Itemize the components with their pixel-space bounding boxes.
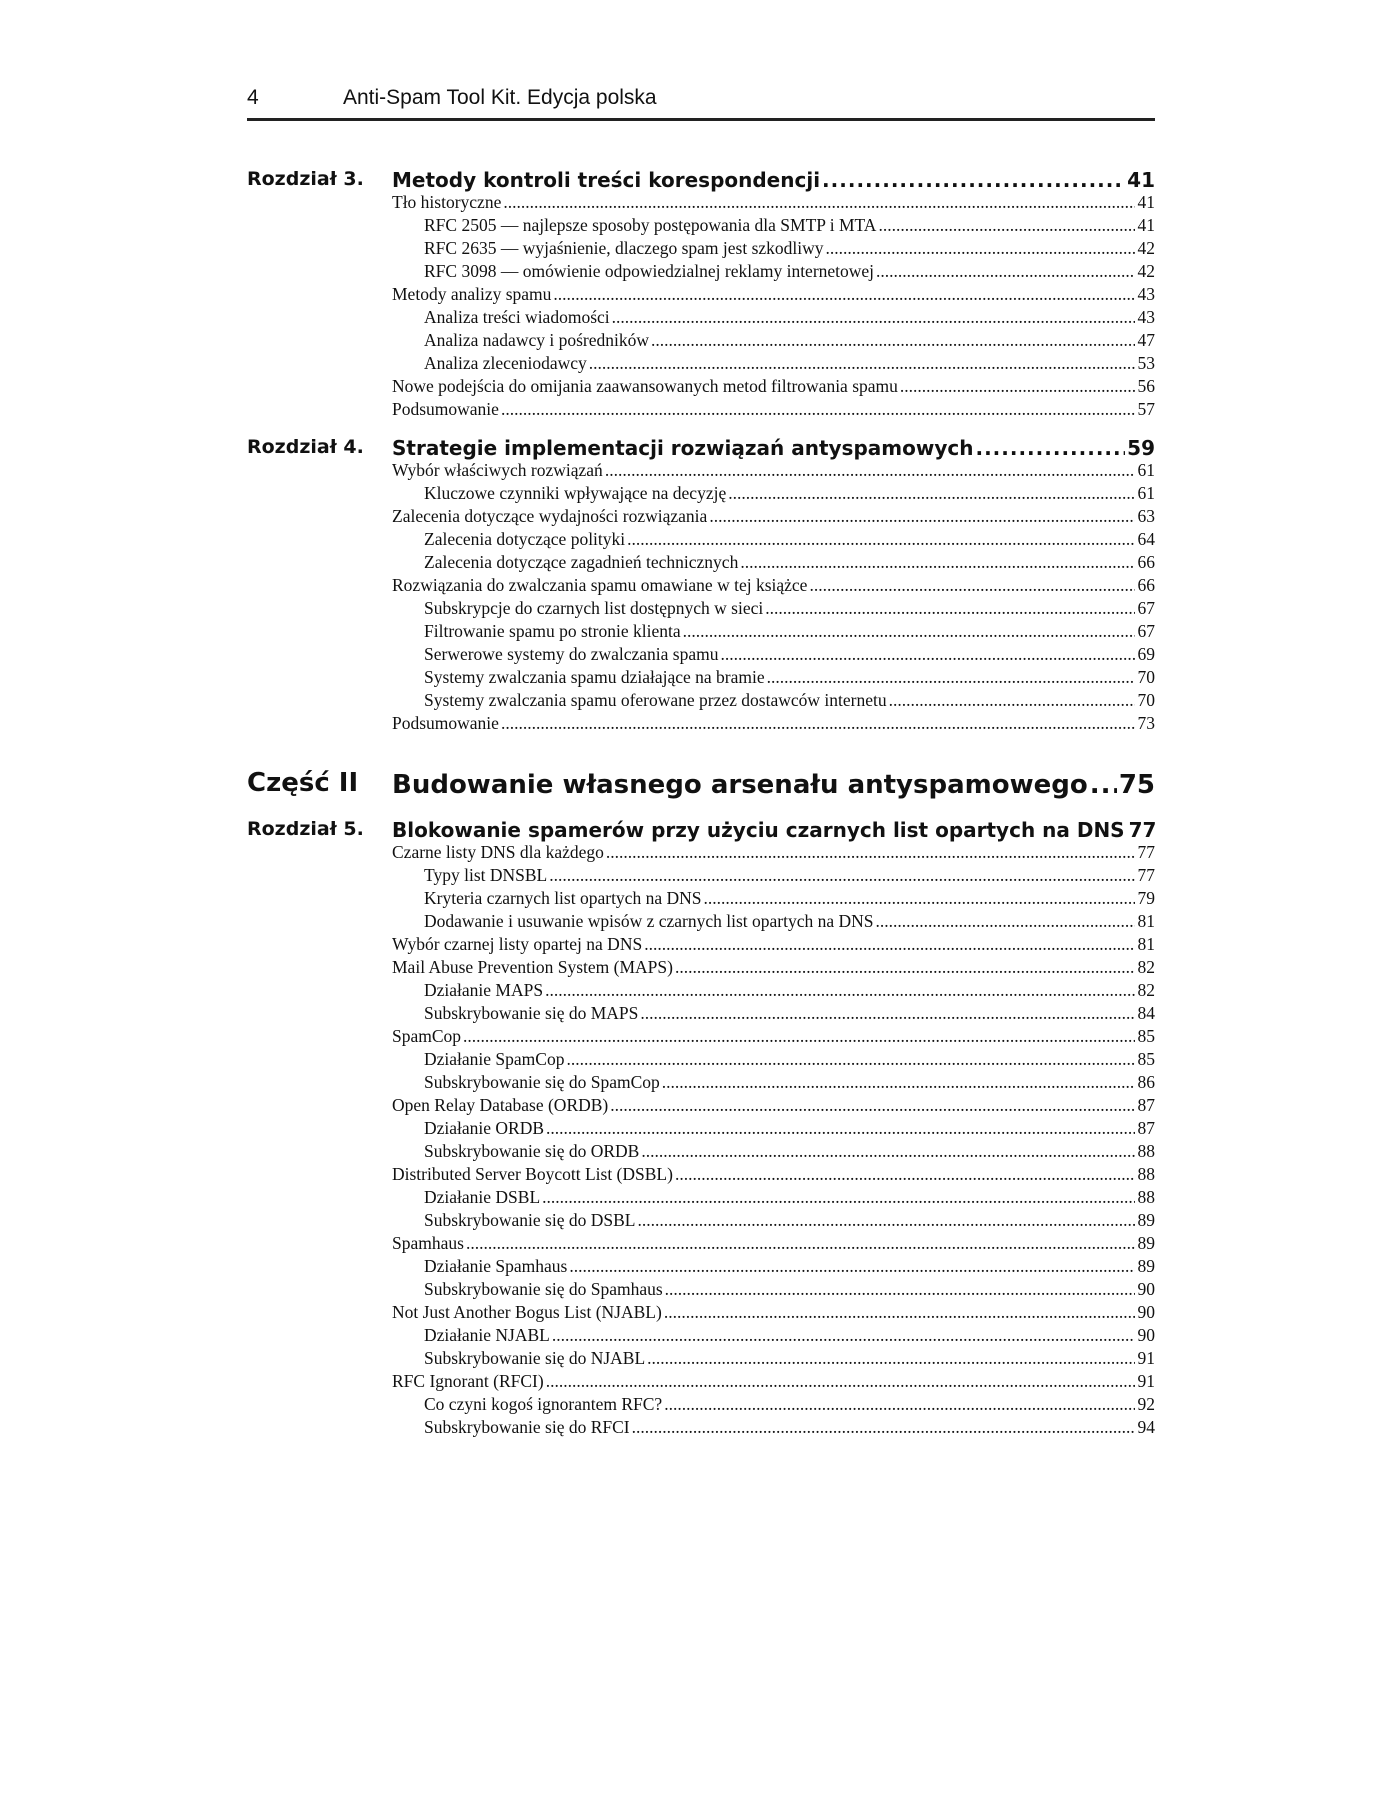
dot-leader	[720, 644, 1135, 665]
entry-title: Open Relay Database (ORDB)	[392, 1095, 609, 1115]
entry-title: Czarne listy DNS dla każdego	[392, 842, 604, 862]
dot-leader	[900, 376, 1135, 397]
entry-title: Spamhaus	[392, 1233, 464, 1253]
entry-title: Analiza nadawcy i pośredników	[424, 330, 649, 350]
toc-subentry[interactable]	[392, 865, 1155, 888]
entry-page: 90	[1137, 1325, 1155, 1345]
dot-leader	[552, 1325, 1135, 1346]
entry-page: 63	[1137, 506, 1155, 526]
entry-page: 79	[1137, 888, 1155, 908]
dot-leader	[546, 1118, 1135, 1139]
dot-leader	[637, 1210, 1135, 1231]
entry-title: Typy list DNSBL	[424, 865, 548, 885]
entry-title: Zalecenia dotyczące polityki	[424, 529, 626, 549]
dot-leader	[709, 506, 1135, 527]
chapter-entries	[392, 460, 1155, 736]
entry-title: Zalecenia dotyczące zagadnień technicznych	[424, 552, 739, 572]
entry-page: 53	[1137, 353, 1155, 373]
entry-title: Subskrypcje do czarnych list dostępnych w sieci	[424, 598, 764, 618]
toc-subentry[interactable]	[392, 980, 1155, 1003]
dot-leader	[647, 1348, 1135, 1369]
toc-subentry[interactable]	[392, 1072, 1155, 1095]
dot-leader	[1090, 770, 1117, 800]
toc-subentry[interactable]	[392, 690, 1155, 713]
chapter-label: Rozdział 5.	[247, 818, 364, 840]
dot-leader	[664, 1302, 1135, 1323]
part-label: Część II	[247, 768, 359, 798]
toc-entry[interactable]	[392, 575, 1155, 598]
dot-leader	[549, 865, 1135, 886]
chapter-page: 59	[1127, 436, 1155, 460]
chapter-title: Strategie implementacji rozwiązań antyspamowych	[392, 436, 974, 460]
entry-title: Analiza zleceniodawcy	[424, 353, 587, 373]
toc-subentry[interactable]	[392, 483, 1155, 506]
entry-page: 43	[1137, 307, 1155, 327]
dot-leader	[501, 713, 1135, 734]
entry-title: Działanie ORDB	[424, 1118, 545, 1138]
entry-page: 81	[1137, 911, 1155, 931]
dot-leader	[553, 284, 1135, 305]
chapter-page: 77	[1128, 818, 1157, 842]
entry-page: 70	[1137, 690, 1155, 710]
entry-title: Analiza treści wiadomości	[424, 307, 610, 327]
entry-page: 56	[1137, 376, 1155, 396]
entry-page: 89	[1137, 1233, 1155, 1253]
entry-title: Kluczowe czynniki wpływające na decyzję	[424, 483, 727, 503]
entry-page: 42	[1137, 261, 1155, 281]
dot-leader	[627, 529, 1135, 550]
toc-entry[interactable]	[392, 957, 1155, 980]
toc-entry[interactable]	[392, 934, 1155, 957]
entry-title: Dodawanie i usuwanie wpisów z czarnych list opartych na DNS	[424, 911, 874, 931]
entry-title: RFC 3098 — omówienie odpowiedzialnej reklamy internetowej	[424, 261, 875, 281]
entry-title: Metody analizy spamu	[392, 284, 552, 304]
toc-entry[interactable]	[392, 1164, 1155, 1187]
toc-subentry[interactable]	[392, 1187, 1155, 1210]
toc-subentry[interactable]	[392, 1003, 1155, 1026]
entry-title: Tło historyczne	[392, 192, 502, 212]
entry-title: Co czyni kogoś ignorantem RFC?	[424, 1394, 663, 1414]
entry-title: Systemy zwalczania spamu działające na bramie	[424, 667, 765, 687]
toc-subentry[interactable]	[392, 621, 1155, 644]
dot-leader	[644, 934, 1135, 955]
chapter-title: Metody kontroli treści korespondencji	[392, 168, 821, 192]
entry-title: Subskrybowanie się do NJABL	[424, 1348, 646, 1368]
chapter-page: 41	[1127, 168, 1155, 192]
dot-leader	[545, 980, 1135, 1001]
entry-page: 61	[1137, 483, 1155, 503]
entry-page: 41	[1137, 215, 1155, 235]
toc-entry[interactable]	[392, 713, 1155, 736]
dot-leader	[566, 1049, 1135, 1070]
dot-leader	[466, 1233, 1135, 1254]
toc-subentry[interactable]	[392, 667, 1155, 690]
toc-subentry[interactable]	[392, 529, 1155, 552]
toc-entry[interactable]	[392, 842, 1155, 865]
chapter-title: Blokowanie spamerów przy użyciu czarnych list opartych na DNS	[392, 818, 1125, 842]
toc-subentry[interactable]	[392, 1118, 1155, 1141]
toc-entry[interactable]	[392, 506, 1155, 529]
toc-subentry[interactable]	[392, 1417, 1155, 1440]
entry-page: 86	[1137, 1072, 1155, 1092]
entry-title: Subskrybowanie się do Spamhaus	[424, 1279, 663, 1299]
toc-entry[interactable]	[392, 1302, 1155, 1325]
toc-subentry[interactable]	[392, 911, 1155, 934]
entry-title: RFC 2635 — wyjaśnienie, dlaczego spam jest szkodliwy	[424, 238, 824, 258]
dot-leader	[889, 690, 1135, 711]
toc-subentry[interactable]	[392, 353, 1155, 376]
entry-page: 90	[1137, 1302, 1155, 1322]
dot-leader	[640, 1003, 1135, 1024]
dot-leader	[675, 957, 1135, 978]
toc-subentry[interactable]	[392, 888, 1155, 911]
toc-subentry[interactable]	[392, 1325, 1155, 1348]
entry-title: Nowe podejścia do omijania zaawansowanych metod filtrowania spamu	[392, 376, 898, 396]
entry-page: 88	[1137, 1187, 1155, 1207]
entry-page: 73	[1137, 713, 1155, 733]
entry-page: 42	[1137, 238, 1155, 258]
entry-title: Wybór właściwych rozwiązań	[392, 460, 603, 480]
dot-leader	[664, 1394, 1135, 1415]
entry-page: 88	[1137, 1164, 1155, 1184]
entry-title: Subskrybowanie się do ORDB	[424, 1141, 640, 1161]
toc-subentry[interactable]	[392, 598, 1155, 621]
entry-page: 77	[1137, 865, 1155, 885]
dot-leader	[703, 888, 1135, 909]
entry-title: Rozwiązania do zwalczania spamu omawiane w tej książce	[392, 575, 808, 595]
toc-entry[interactable]	[392, 376, 1155, 399]
toc-entry[interactable]	[392, 1371, 1155, 1394]
chapter-title-row[interactable]	[392, 818, 1155, 842]
entry-title: Podsumowanie	[392, 399, 499, 419]
entry-title: Subskrybowanie się do DSBL	[424, 1210, 636, 1230]
toc-entry[interactable]	[392, 192, 1155, 215]
entry-page: 61	[1137, 460, 1155, 480]
part-title: Budowanie własnego arsenału antyspamowego	[392, 770, 1088, 800]
book-title: Anti-Spam Tool Kit. Edycja polska	[343, 86, 657, 109]
chapter-label: Rozdział 3.	[247, 168, 364, 190]
entry-page: 70	[1137, 667, 1155, 687]
dot-leader	[876, 261, 1135, 282]
entry-page: 43	[1137, 284, 1155, 304]
entry-title: Zalecenia dotyczące wydajności rozwiązania	[392, 506, 708, 526]
dot-leader	[463, 1026, 1135, 1047]
chapter-label: Rozdział 4.	[247, 436, 364, 458]
toc-subentry[interactable]	[392, 1279, 1155, 1302]
entry-page: 77	[1137, 842, 1155, 862]
page-number: 4	[247, 86, 259, 109]
entry-page: 84	[1137, 1003, 1155, 1023]
entry-page: 47	[1137, 330, 1155, 350]
entry-title: Subskrybowanie się do SpamCop	[424, 1072, 660, 1092]
entry-title: RFC 2505 — najlepsze sposoby postępowania dla SMTP i MTA	[424, 215, 877, 235]
dot-leader	[665, 1279, 1135, 1300]
entry-title: Działanie MAPS	[424, 980, 544, 1000]
dot-leader	[826, 238, 1135, 259]
dot-leader	[822, 168, 1125, 192]
entry-title: Distributed Server Boycott List (DSBL)	[392, 1164, 673, 1184]
entry-title: RFC Ignorant (RFCI)	[392, 1371, 544, 1391]
running-header	[247, 84, 1155, 121]
entry-page: 67	[1137, 621, 1155, 641]
toc-subentry[interactable]	[392, 238, 1155, 261]
entry-title: Działanie NJABL	[424, 1325, 550, 1345]
dot-leader	[878, 215, 1135, 236]
entry-page: 91	[1137, 1348, 1155, 1368]
chapter-title-row[interactable]	[392, 436, 1155, 460]
entry-title: Subskrybowanie się do MAPS	[424, 1003, 639, 1023]
entry-page: 66	[1137, 575, 1155, 595]
toc-subentry[interactable]	[392, 1141, 1155, 1164]
entry-title: Not Just Another Bogus List (NJABL)	[392, 1302, 662, 1322]
dot-leader	[606, 842, 1135, 863]
toc-subentry[interactable]	[392, 1049, 1155, 1072]
dot-leader	[612, 307, 1135, 328]
toc-subentry[interactable]	[392, 215, 1155, 238]
dot-leader	[501, 399, 1135, 420]
entry-page: 94	[1137, 1417, 1155, 1437]
dot-leader	[675, 1164, 1135, 1185]
entry-page: 92	[1137, 1394, 1155, 1414]
entry-title: Filtrowanie spamu po stronie klienta	[424, 621, 681, 641]
entry-title: Kryteria czarnych list opartych na DNS	[424, 888, 702, 908]
toc-entry[interactable]	[392, 1095, 1155, 1118]
toc-entry[interactable]	[392, 284, 1155, 307]
dot-leader	[683, 621, 1135, 642]
entry-page: 81	[1137, 934, 1155, 954]
dot-leader	[651, 330, 1135, 351]
entry-page: 89	[1137, 1256, 1155, 1276]
dot-leader	[809, 575, 1135, 596]
toc-subentry[interactable]	[392, 330, 1155, 353]
entry-title: Działanie DSBL	[424, 1187, 541, 1207]
toc-subentry[interactable]	[392, 644, 1155, 667]
dot-leader	[767, 667, 1135, 688]
part-title-row[interactable]	[392, 770, 1155, 800]
toc-subentry[interactable]	[392, 552, 1155, 575]
entry-page: 89	[1137, 1210, 1155, 1230]
dot-leader	[546, 1371, 1135, 1392]
entry-page: 90	[1137, 1279, 1155, 1299]
toc-subentry[interactable]	[392, 1394, 1155, 1417]
toc-subentry[interactable]	[392, 1256, 1155, 1279]
toc-entry[interactable]	[392, 1026, 1155, 1049]
dot-leader	[975, 436, 1125, 460]
entry-page: 57	[1137, 399, 1155, 419]
part-page: 75	[1118, 770, 1155, 800]
chapter-title-row[interactable]	[392, 168, 1155, 192]
entry-page: 91	[1137, 1371, 1155, 1391]
dot-leader	[610, 1095, 1135, 1116]
entry-page: 88	[1137, 1141, 1155, 1161]
toc-entry[interactable]	[392, 399, 1155, 422]
entry-title: Wybór czarnej listy opartej na DNS	[392, 934, 643, 954]
entry-page: 67	[1137, 598, 1155, 618]
dot-leader	[632, 1417, 1135, 1438]
toc-subentry[interactable]	[392, 261, 1155, 284]
entry-page: 85	[1137, 1049, 1155, 1069]
entry-page: 66	[1137, 552, 1155, 572]
entry-title: Serwerowe systemy do zwalczania spamu	[424, 644, 719, 664]
dot-leader	[542, 1187, 1135, 1208]
toc-entry[interactable]	[392, 460, 1155, 483]
dot-leader	[503, 192, 1135, 213]
chapter-entries	[392, 192, 1155, 422]
dot-leader	[569, 1256, 1135, 1277]
entry-page: 82	[1137, 957, 1155, 977]
dot-leader	[589, 353, 1135, 374]
entry-title: Subskrybowanie się do RFCI	[424, 1417, 630, 1437]
dot-leader	[740, 552, 1135, 573]
entry-page: 85	[1137, 1026, 1155, 1046]
entry-page: 64	[1137, 529, 1155, 549]
dot-leader	[605, 460, 1135, 481]
dot-leader	[728, 483, 1135, 504]
toc-subentry[interactable]	[392, 1348, 1155, 1371]
dot-leader	[662, 1072, 1135, 1093]
chapter-entries	[392, 842, 1155, 1440]
entry-title: SpamCop	[392, 1026, 462, 1046]
toc-subentry[interactable]	[392, 1210, 1155, 1233]
entry-page: 41	[1137, 192, 1155, 212]
entry-title: Działanie SpamCop	[424, 1049, 565, 1069]
entry-page: 87	[1137, 1118, 1155, 1138]
toc-subentry[interactable]	[392, 307, 1155, 330]
entry-title: Mail Abuse Prevention System (MAPS)	[392, 957, 673, 977]
entry-page: 87	[1137, 1095, 1155, 1115]
entry-title: Działanie Spamhaus	[424, 1256, 568, 1276]
toc-entry[interactable]	[392, 1233, 1155, 1256]
entry-page: 82	[1137, 980, 1155, 1000]
dot-leader	[876, 911, 1135, 932]
entry-title: Podsumowanie	[392, 713, 499, 733]
entry-title: Systemy zwalczania spamu oferowane przez dostawców internetu	[424, 690, 887, 710]
dot-leader	[641, 1141, 1135, 1162]
dot-leader	[765, 598, 1135, 619]
entry-page: 69	[1137, 644, 1155, 664]
